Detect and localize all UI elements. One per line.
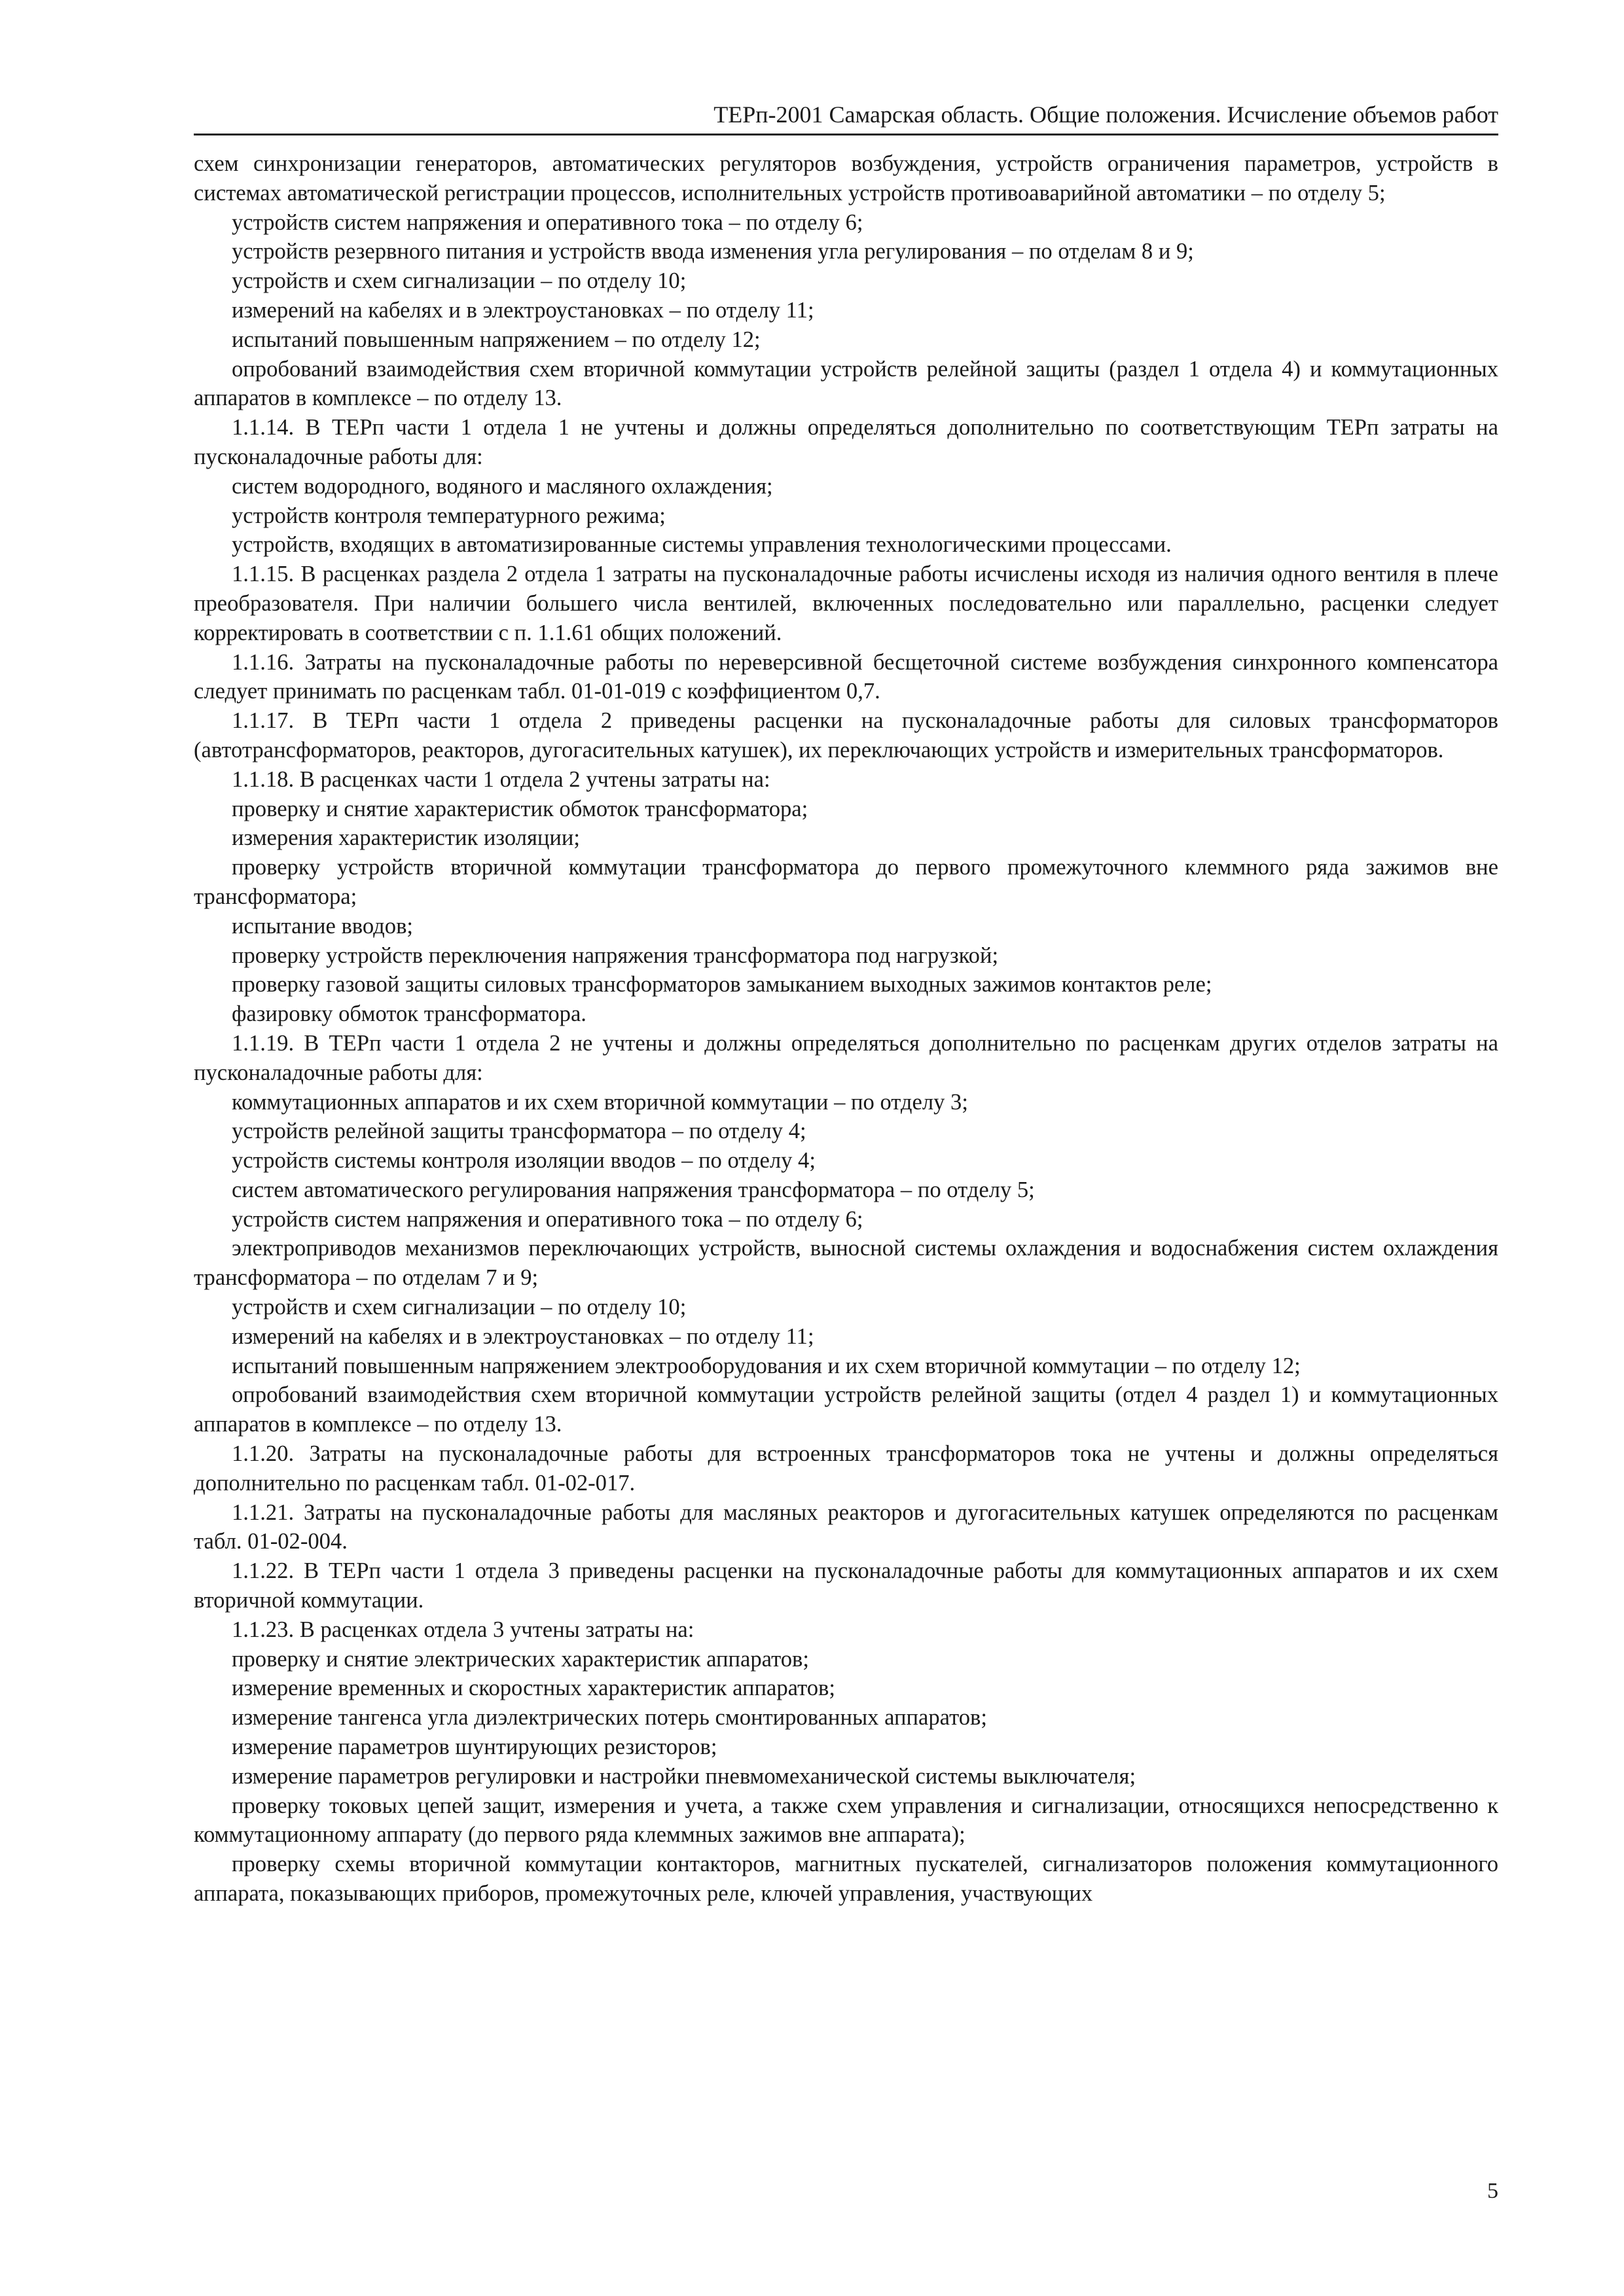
paragraph: измерение временных и скоростных характеристик аппаратов; (232, 1676, 835, 1701)
paragraph: 1.1.22. В ТЕРп части 1 отдела 3 приведены расценки на пусконаладочные работы для коммутационных аппаратов и их схем вторичной коммутации. (194, 1558, 1498, 1613)
header-title: ТЕРп-2001 Самарская область. Общие положения. Исчисление объемов работ (713, 101, 1498, 128)
paragraph: коммутационных аппаратов и их схем вторичной коммутации – по отделу 3; (232, 1089, 968, 1115)
paragraph: устройств системы контроля изоляции вводов – по отделу 4; (232, 1148, 816, 1174)
paragraph: измерение тангенса угла диэлектрических потерь смонтированных аппаратов; (232, 1705, 987, 1731)
paragraph: 1.1.15. В расценках раздела 2 отдела 1 затраты на пусконаладочные работы исчислены исходя из наличия одного вентиля в плече преобразователя. При наличии большего числа вентилей, включенных последовательно или параллельно, расценки следует корректировать в соответствии с п. 1.1.61 общих положений. (194, 562, 1498, 645)
paragraph: 1.1.21. Затраты на пусконаладочные работы для масляных реакторов и дугогасительных катушек определяются по расценкам табл. 01-02-004. (194, 1499, 1498, 1554)
paragraph: 1.1.19. В ТЕРп части 1 отдела 2 не учтены и должны определяться дополнительно по расценкам других отделов затраты на пусконаладочные работы для: (194, 1030, 1498, 1085)
page-number: 5 (1487, 2179, 1498, 2203)
paragraph: систем водородного, водяного и масляного охлаждения; (232, 473, 773, 499)
paragraph: устройств контроля температурного режима; (232, 503, 666, 528)
paragraph: испытаний повышенным напряжением электрооборудования и их схем вторичной коммутации – по отделу 12; (232, 1353, 1301, 1378)
paragraph: устройств, входящих в автоматизированные системы управления технологическими процессами. (232, 532, 1172, 558)
page-header (194, 98, 1498, 135)
paragraph: испытаний повышенным напряжением – по отделу 12; (232, 327, 761, 352)
paragraph: схем синхронизации генераторов, автоматических регуляторов возбуждения, устройств ограничения параметров, устройств в системах автоматической регистрации процессов, исполнительных устройств противоаварийной автоматики – по отделу 5; (194, 151, 1498, 206)
paragraph: испытание вводов; (232, 913, 413, 939)
paragraph: 1.1.20. Затраты на пусконаладочные работы для встроенных трансформаторов тока не учтены и должны определяться дополнительно по расценкам табл. 01-02-017. (194, 1441, 1498, 1496)
paragraph: проверку и снятие электрических характеристик аппаратов; (232, 1646, 809, 1672)
paragraph: проверку устройств переключения напряжения трансформатора под нагрузкой; (232, 942, 999, 968)
paragraph: измерение параметров шунтирующих резисторов; (232, 1734, 717, 1760)
paragraph: 1.1.16. Затраты на пусконаладочные работы по нереверсивной бесщеточной системе возбуждения синхронного компенсатора следует принимать по расценкам табл. 01-01-019 с коэффициентом 0,7. (194, 649, 1498, 704)
paragraph: проверку устройств вторичной коммутации трансформатора до первого промежуточного клеммного ряда зажимов вне трансформатора; (194, 855, 1498, 909)
paragraph: опробований взаимодействия схем вторичной коммутации устройств релейной защиты (отдел 4 раздел 1) и коммутационных аппаратов в комплексе – по отделу 13. (194, 1382, 1498, 1437)
paragraph: устройств релейной защиты трансформатора – по отделу 4; (232, 1119, 806, 1144)
paragraph: электроприводов механизмов переключающих устройств, выносной системы охлаждения и водоснабжения систем охлаждения трансформатора – по отделам 7 и 9; (194, 1236, 1498, 1291)
paragraph: измерение параметров регулировки и настройки пневмомеханической системы выключателя; (232, 1763, 1136, 1789)
paragraph: систем автоматического регулирования напряжения трансформатора – по отделу 5; (232, 1177, 1035, 1202)
paragraph: проверку схемы вторичной коммутации контакторов, магнитных пускателей, сигнализаторов положения коммутационного аппарата, показывающих приборов, промежуточных реле, ключей управления, участвующих (194, 1852, 1498, 1907)
paragraph: опробований взаимодействия схем вторичной коммутации устройств релейной защиты (раздел 1 отдела 4) и коммутационных аппаратов в комплексе – по отделу 13. (194, 356, 1498, 411)
paragraph: проверку токовых цепей защит, измерения и учета, а также схем управления и сигнализации, относящихся непосредственно к коммутационному аппарату (до первого ряда клеммных зажимов вне аппарата); (194, 1793, 1498, 1848)
paragraph: устройств резервного питания и устройств ввода изменения угла регулирования – по отделам 8 и 9; (232, 239, 1194, 264)
paragraph: фазировку обмоток трансформатора. (232, 1001, 586, 1027)
paragraph: устройств и схем сигнализации – по отделу 10; (232, 1295, 687, 1320)
paragraph: устройств и схем сигнализации – по отделу 10; (232, 268, 687, 294)
paragraph: устройств систем напряжения и оперативного тока – по отделу 6; (232, 1206, 863, 1232)
paragraph: 1.1.23. В расценках отдела 3 учтены затраты на: (232, 1617, 695, 1642)
paragraph: 1.1.17. В ТЕРп части 1 отдела 2 приведены расценки на пусконаладочные работы для силовых трансформаторов (автотрансформаторов, реакторов, дугогасительных катушек), их переключающих устройств и измерительных трансформаторов. (194, 708, 1498, 762)
paragraph: измерений на кабелях и в электроустановках – по отделу 11; (232, 1323, 814, 1349)
paragraph: измерения характеристик изоляции; (232, 825, 580, 851)
document-body (194, 149, 1498, 1909)
paragraph: 1.1.14. В ТЕРп части 1 отдела 1 не учтены и должны определяться дополнительно по соответствующим ТЕРп затраты на пусконаладочные работы для: (194, 415, 1498, 469)
paragraph: проверку газовой защиты силовых трансформаторов замыканием выходных зажимов контактов реле; (232, 972, 1212, 997)
paragraph: проверку и снятие характеристик обмоток трансформатора; (232, 796, 808, 821)
paragraph: 1.1.18. В расценках части 1 отдела 2 учтены затраты на: (232, 766, 770, 792)
paragraph: устройств систем напряжения и оперативного тока – по отделу 6; (232, 209, 863, 235)
paragraph: измерений на кабелях и в электроустановках – по отделу 11; (232, 297, 814, 323)
